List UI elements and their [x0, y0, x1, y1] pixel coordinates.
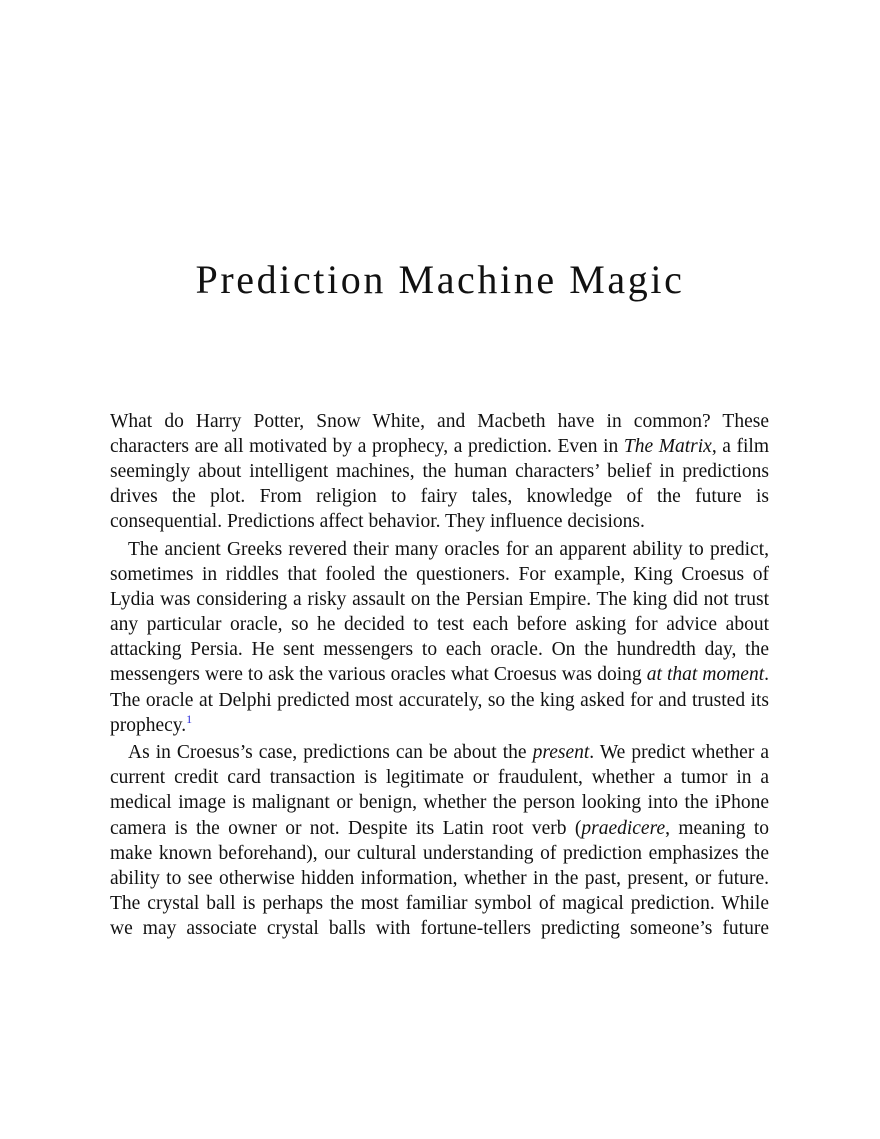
italic-text: present — [532, 742, 590, 764]
chapter-title: Prediction Machine Magic — [195, 257, 685, 302]
paragraph-text: , a film seemingly about intelligent machines, the human characters’ belief in predictions drives the plot. From religion to fairy tales, knowledge of the future is consequential. Predictions affect behavior. They influence decisions. — [110, 436, 770, 533]
paragraph-text: The ancient Greeks revered their many oracles for an apparent ability to predict, sometimes in riddles that fooled the questioners. For example, King Croesus of Lydia was considering a risky assault on the Persian Empire. The king did not trust any particular oracle, so he decided to test each before asking for advice about attacking Persia. He sent messengers to each oracle. On the hundredth day, the messengers were to ask the various oracles what Croesus was doing — [110, 538, 769, 686]
footnote-ref[interactable]: 1 — [186, 711, 193, 726]
paragraph-text: . The oracle at Delphi predicted most accurately, so the king asked for and trusted its prophecy. — [110, 664, 769, 736]
paragraph-text: . We predict whether a current credit card transaction is legitimate or fraudulent, whether a tumor in a medical image is malignant or benign, whether the person looking into the iPhone camera is the owner or not. Despite its Latin root verb ( — [110, 742, 769, 839]
paragraph — [110, 409, 769, 534]
paragraph — [110, 537, 769, 738]
chapter-body — [110, 409, 769, 941]
italic-text: praedicere — [581, 817, 666, 839]
paragraph-text: What do Harry Potter, Snow White, and Macbeth have in common? These characters are all motivated by a prophecy, a prediction. Even in — [110, 411, 769, 458]
paragraph-text: As in Croesus’s case, predictions can be about the — [128, 742, 533, 764]
paragraph — [110, 740, 769, 941]
italic-text: The Matrix — [623, 436, 712, 458]
italic-text: at that moment — [646, 664, 765, 686]
paragraph-text: , meaning to make known beforehand), our cultural understanding of prediction emphasizes the ability to see otherwise hidden information, whether in the past, present, or future. The crystal ball is perhaps the most familiar symbol of magical prediction. While we may associate crystal balls with fortune-tellers predicting someone’s future — [110, 817, 769, 939]
